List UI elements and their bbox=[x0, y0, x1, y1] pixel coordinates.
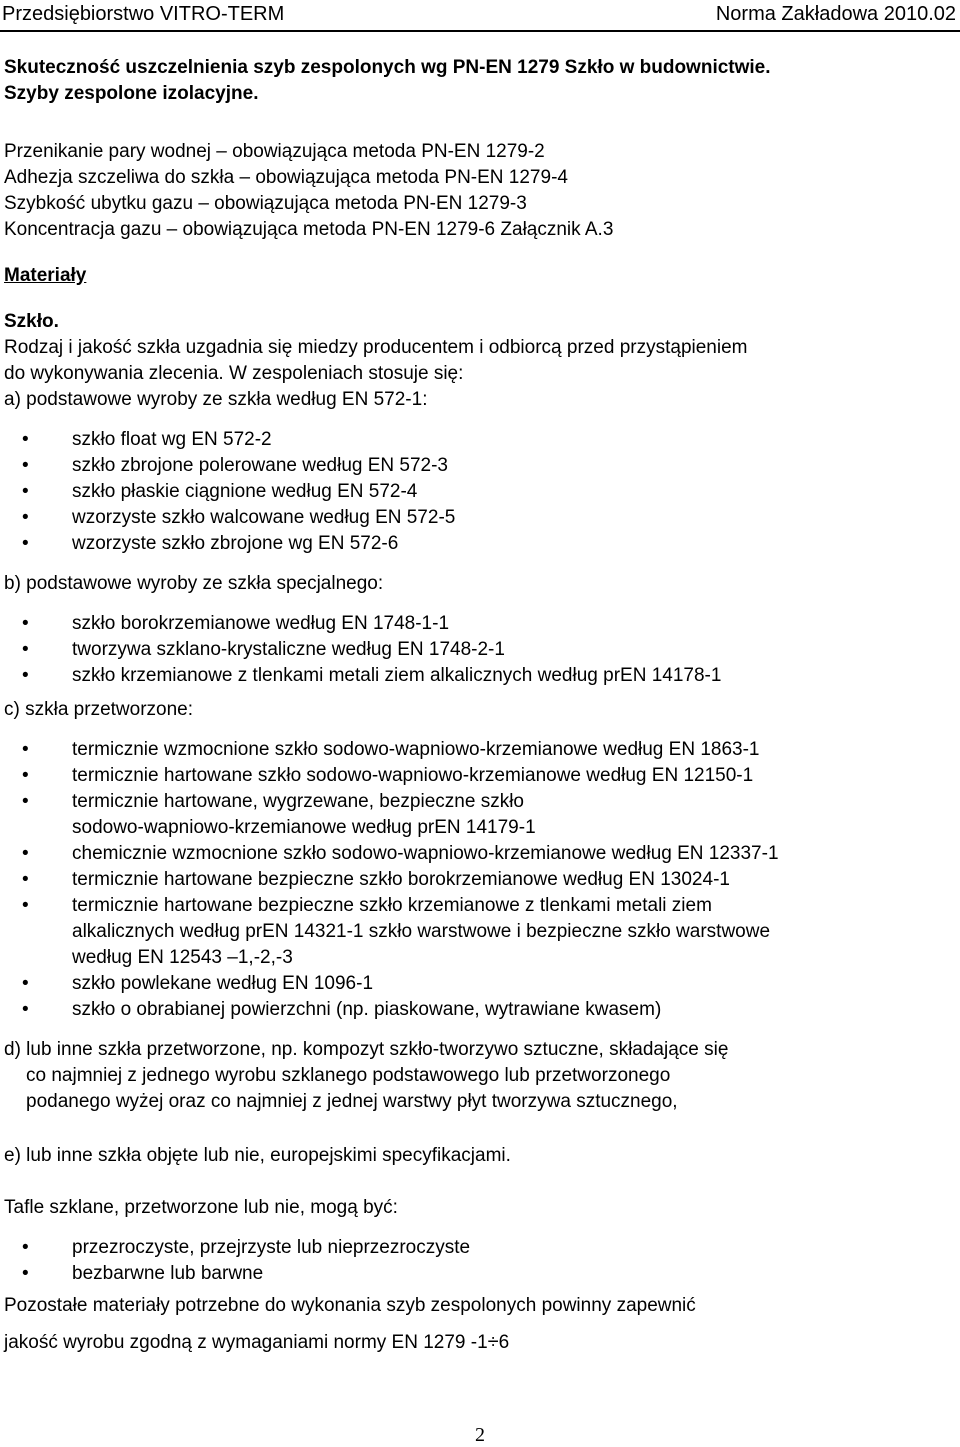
list-item: • wzorzyste szkło zbrojone wg EN 572-6 bbox=[4, 531, 954, 557]
list-item bbox=[4, 997, 954, 1023]
header-company: Przedsiębiorstwo VITRO-TERM bbox=[2, 3, 285, 25]
para-d-line: podanego wyżej oraz co najmniej z jednej warstwy płyt tworzywa sztucznego, bbox=[26, 1091, 678, 1112]
method-line: Przenikanie pary wodnej – obowiązująca metoda PN-EN 1279-2 bbox=[4, 141, 545, 162]
closing-line-2 bbox=[4, 1329, 954, 1356]
list-b bbox=[4, 611, 954, 689]
list-item: • szkło krzemianowe z tlenkami metali ziem alkalicznych według prEN 14178-1 bbox=[4, 663, 954, 689]
materials-heading: Materiały bbox=[4, 265, 87, 286]
list-item: • szkło float wg EN 572-2 bbox=[4, 427, 954, 453]
document-title bbox=[4, 55, 954, 107]
closing-line-1: Pozostałe materiały potrzebne do wykonania szyb zespolonych powinny zapewnić bbox=[4, 1295, 696, 1316]
method-line: Szybkość ubytku gazu – obowiązująca metoda PN-EN 1279-3 bbox=[4, 193, 527, 214]
method-line: Koncentracja gazu – obowiązująca metoda PN-EN 1279-6 Załącznik A.3 bbox=[4, 219, 614, 240]
page-number: 2 bbox=[475, 1424, 485, 1446]
list-a bbox=[4, 427, 954, 557]
list-item-line: • termicznie hartowane bezpieczne szkło krzemianowe z tlenkami metali ziem bbox=[72, 895, 712, 916]
list-item bbox=[4, 971, 954, 997]
list-item-line: według EN 12543 –1,-2,-3 bbox=[72, 947, 293, 968]
list-item-line: termicznie hartowane szkło sodowo-wapniowo-krzemianowe według EN 12150-1 bbox=[72, 765, 754, 786]
methods-block bbox=[4, 139, 954, 243]
list-item-line: chemicznie wzmocnione szkło sodowo-wapniowo-krzemianowe według EN 12337-1 bbox=[72, 843, 779, 864]
list-item: • wzorzyste szkło walcowane według EN 572-5 bbox=[4, 505, 954, 531]
division-symbol: ÷ bbox=[487, 1331, 499, 1353]
para-e: e) lub inne szkła objęte lub nie, europejskimi specyfikacjami. bbox=[4, 1145, 511, 1166]
header-rule bbox=[0, 30, 960, 32]
title-line-2: Szyby zespolone izolacyjne. bbox=[4, 83, 259, 104]
glass-heading: Szkło. bbox=[4, 311, 59, 332]
method-line: Adhezja szczeliwa do szkła – obowiązująca metoda PN-EN 1279-4 bbox=[4, 167, 568, 188]
list-item-line: alkalicznych według prEN 14321-1 szkło warstwowe i bezpieczne szkło warstwowe bbox=[72, 921, 771, 942]
label-c: c) szkła przetworzone: bbox=[4, 699, 194, 720]
list-item-line: termicznie wzmocnione szkło sodowo-wapniowo-krzemianowe według EN 1863-1 bbox=[72, 739, 760, 760]
list-item: • szkło zbrojone polerowane według EN 572-3 bbox=[4, 453, 954, 479]
list-item-line: szkło o obrabianej powierzchni (np. piaskowane, wytrawiane kwasem) bbox=[72, 999, 662, 1020]
list-item bbox=[4, 737, 954, 763]
list-c bbox=[4, 737, 954, 1023]
title-line-1: Skuteczność uszczelnienia szyb zespolonych wg PN-EN 1279 Szkło w budownictwie. bbox=[4, 57, 771, 78]
panes-intro: Tafle szklane, przetworzone lub nie, mogą być: bbox=[4, 1197, 398, 1218]
list-item-line: szkło powlekane według EN 1096-1 bbox=[72, 973, 374, 994]
list-item-line: sodowo-wapniowo-krzemianowe według prEN 14179-1 bbox=[72, 817, 536, 838]
para-d-line: d) lub inne szkła przetworzone, np. kompozyt szkło-tworzywo sztuczne, składające się bbox=[4, 1039, 729, 1060]
para-d-line: co najmniej z jednego wyrobu szklanego podstawowego lub przetworzonego bbox=[26, 1065, 671, 1086]
list-item: • przezroczyste, przejrzyste lub nieprzezroczyste bbox=[4, 1235, 954, 1261]
list-item bbox=[4, 867, 954, 893]
list-item: • bezbarwne lub barwne bbox=[4, 1261, 954, 1287]
list-item bbox=[4, 893, 954, 971]
header-standard: Norma Zakładowa 2010.02 bbox=[715, 3, 956, 25]
list-item: • tworzywa szklano-krystaliczne według EN 1748-2-1 bbox=[4, 637, 954, 663]
label-b: b) podstawowe wyroby ze szkła specjalnego: bbox=[4, 573, 384, 594]
list-item: • szkło borokrzemianowe według EN 1748-1-1 bbox=[4, 611, 954, 637]
list-item-line: termicznie hartowane bezpieczne szkło borokrzemianowe według EN 13024-1 bbox=[72, 869, 730, 890]
list-item-line: • termicznie hartowane, wygrzewane, bezpieczne szkło bbox=[72, 791, 524, 812]
list-item bbox=[4, 789, 954, 841]
glass-intro-line: do wykonywania zlecenia. W zespoleniach stosuje się: bbox=[4, 363, 464, 384]
list-item bbox=[4, 763, 954, 789]
glass-intro-line: Rodzaj i jakość szkła uzgadnia się miedzy producentem i odbiorcą przed przystąpieniem bbox=[4, 337, 748, 358]
document-body bbox=[4, 55, 954, 1356]
list-panes bbox=[4, 1235, 954, 1287]
list-item bbox=[4, 841, 954, 867]
glass-intro-line: a) podstawowe wyroby ze szkła według EN 572-1: bbox=[4, 389, 428, 410]
list-item: • szkło płaskie ciągnione według EN 572-4 bbox=[4, 479, 954, 505]
closing-text: jakość wyrobu zgodną z wymaganiami normy EN 1279 -1 bbox=[4, 1332, 488, 1353]
closing-end: 6 bbox=[498, 1332, 510, 1353]
